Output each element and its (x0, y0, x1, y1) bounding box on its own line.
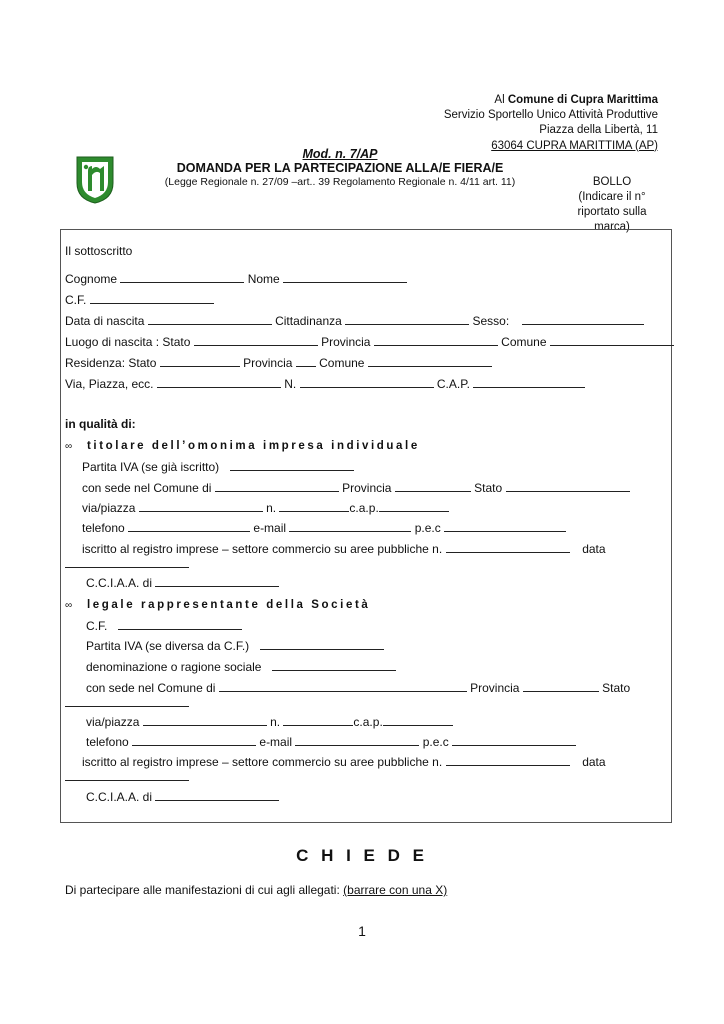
birth-row (65, 313, 644, 328)
form-title-block (120, 147, 560, 189)
sole-registry-field[interactable] (446, 541, 570, 553)
street-number-field[interactable] (300, 376, 434, 388)
form-title: DOMANDA PER LA PARTECIPAZIONE ALLA/E FIERA/E (176, 161, 504, 175)
marche-region-logo (74, 153, 116, 205)
street-number-label: N. (284, 377, 297, 391)
residence-province-field[interactable] (296, 355, 316, 367)
sole-cciaa-field[interactable] (155, 575, 279, 587)
birth-date-label: Data di nascita (65, 314, 145, 328)
surname-label: Cognome (65, 272, 118, 286)
company-registry-date-label: data (582, 755, 606, 769)
company-tax-code-field[interactable] (118, 618, 242, 630)
sole-seat-label: con sede nel Comune di (82, 481, 212, 495)
company-state-label: Stato (602, 681, 631, 695)
company-number-field[interactable] (283, 714, 353, 726)
sole-postcode-label: c.a.p. (349, 501, 379, 515)
residence-state-field[interactable] (160, 355, 240, 367)
company-street-field[interactable] (143, 714, 267, 726)
sole-vat-row (82, 459, 354, 474)
company-name-row (86, 659, 396, 674)
tax-code-label: C.F. (65, 293, 87, 307)
company-registry-date-field[interactable] (65, 769, 189, 781)
sex-field[interactable] (522, 313, 644, 325)
address-row (65, 376, 585, 391)
recipient-city: 63064 CUPRA MARITTIMA (AP) (491, 139, 658, 152)
company-street-row (86, 714, 453, 729)
request-heading-text: C H I E D E (296, 846, 428, 865)
postcode-label: C.A.P. (436, 377, 471, 391)
company-postcode-label: c.a.p. (353, 715, 383, 729)
tax-code-row (65, 292, 214, 307)
company-vat-label: Partita IVA (se diversa da C.F.) (86, 639, 250, 653)
company-cciaa-row (86, 789, 279, 804)
option-sole-proprietor[interactable] (65, 438, 420, 454)
company-registry-row (82, 754, 606, 769)
sole-state-label: Stato (474, 481, 503, 495)
capacity-heading: in qualità di: (65, 417, 136, 431)
company-cciaa-field[interactable] (155, 789, 279, 801)
residence-municipality-label: Comune (319, 356, 365, 370)
option-legal-representative-label: legale rappresentante della Società (87, 599, 371, 611)
company-seat-label: con sede nel Comune di (86, 681, 216, 695)
company-seat-field[interactable] (219, 680, 467, 692)
street-field[interactable] (157, 376, 281, 388)
stamp-note-line: marca) (594, 221, 630, 233)
sole-registry-date-label: data (582, 542, 606, 556)
company-registry-date-row (65, 769, 189, 784)
sole-registry-date-field[interactable] (65, 556, 189, 568)
recipient-street: Piazza della Libertà, 11 (539, 124, 658, 137)
sole-postcode-field[interactable] (379, 500, 449, 512)
company-postcode-field[interactable] (383, 714, 453, 726)
sole-street-field[interactable] (139, 500, 263, 512)
company-registry-field[interactable] (446, 754, 570, 766)
firstname-label: Nome (247, 272, 280, 286)
participation-text: Di partecipare alle manifestazioni di cui agli allegati: (65, 883, 340, 897)
sole-contact-row (82, 520, 566, 535)
residence-province-label: Provincia (243, 356, 293, 370)
citizenship-field[interactable] (345, 313, 469, 325)
birth-date-field[interactable] (148, 313, 272, 325)
bullet-icon: ∞ (65, 441, 73, 452)
sole-pec-label: p.e.c (414, 521, 441, 535)
sole-registry-label: iscritto al registro imprese – settore commercio su aree pubbliche n. (82, 542, 443, 556)
postcode-field[interactable] (473, 376, 585, 388)
birthplace-state-label: Luogo di nascita : Stato (65, 335, 191, 349)
company-state-row (65, 695, 189, 710)
stamp-note-line: (Indicare il n° (578, 191, 646, 203)
birthplace-province-label: Provincia (321, 335, 371, 349)
sole-seat-field[interactable] (215, 480, 339, 492)
sole-number-field[interactable] (279, 500, 349, 512)
stamp-label: BOLLO (592, 176, 632, 188)
participation-statement (65, 883, 447, 897)
sole-state-field[interactable] (506, 480, 630, 492)
company-email-label: e-mail (259, 735, 293, 749)
company-vat-field[interactable] (260, 638, 384, 650)
street-label: Via, Piazza, ecc. (65, 377, 154, 391)
sole-street-row (82, 500, 449, 515)
birthplace-row (65, 334, 674, 349)
company-number-label: n. (270, 715, 281, 729)
sole-vat-label: Partita IVA (se già iscritto) (82, 460, 220, 474)
sole-phone-field[interactable] (128, 520, 250, 532)
surname-field[interactable] (120, 271, 244, 283)
company-street-label: via/piazza (86, 715, 140, 729)
participation-note: (barrare con una X) (343, 883, 448, 897)
company-phone-label: telefono (86, 735, 129, 749)
company-name-field[interactable] (272, 659, 396, 671)
stamp-note-line: riportato sulla (577, 206, 647, 218)
company-tax-code-row (86, 618, 242, 633)
sole-email-label: e-mail (253, 521, 287, 535)
name-row (65, 271, 407, 286)
company-seat-row (86, 680, 630, 695)
company-pec-label: p.e.c (422, 735, 449, 749)
stamp-note (566, 175, 658, 235)
residence-state-label: Residenza: Stato (65, 356, 157, 370)
sole-province-field[interactable] (395, 480, 471, 492)
tax-code-field[interactable] (90, 292, 214, 304)
company-cciaa-label: C.C.I.A.A. di (86, 790, 153, 804)
recipient-prefix: Al (494, 94, 505, 106)
company-email-field[interactable] (295, 734, 419, 746)
recipient-name: Comune di Cupra Marittima (507, 94, 658, 106)
company-tax-code-label: C.F. (86, 619, 108, 633)
recipient-address (444, 93, 658, 154)
birthplace-municipality-label: Comune (501, 335, 547, 349)
sex-label: Sesso: (472, 314, 510, 328)
page-number: 1 (358, 923, 366, 939)
sole-phone-label: telefono (82, 521, 125, 535)
birthplace-state-field[interactable] (194, 334, 318, 346)
firstname-field[interactable] (283, 271, 407, 283)
company-contact-row (86, 734, 576, 749)
form-model-number: Mod. n. 7/AP (302, 147, 378, 161)
sole-number-label: n. (266, 501, 277, 515)
company-province-field[interactable] (523, 680, 599, 692)
birthplace-province-field[interactable] (374, 334, 498, 346)
sole-vat-field[interactable] (230, 459, 354, 471)
option-sole-proprietor-label: titolare dell’omonima impresa individuale (87, 440, 420, 452)
citizenship-label: Cittadinanza (275, 314, 342, 328)
company-province-label: Provincia (470, 681, 520, 695)
residence-municipality-field[interactable] (368, 355, 492, 367)
bullet-icon: ∞ (65, 600, 73, 611)
recipient-office: Servizio Sportello Unico Attività Produttive (443, 109, 658, 122)
company-registry-label: iscritto al registro imprese – settore commercio su aree pubbliche n. (82, 755, 443, 769)
birthplace-municipality-field[interactable] (550, 334, 674, 346)
option-legal-representative[interactable] (65, 597, 370, 613)
sole-province-label: Provincia (342, 481, 392, 495)
company-name-label: denominazione o ragione sociale (86, 660, 262, 674)
undersigned-label: Il sottoscritto (65, 244, 133, 258)
sole-seat-row (82, 480, 630, 495)
sole-registry-row (82, 541, 606, 556)
legal-reference: (Legge Regionale n. 27/09 –art.. 39 Regolamento Regionale n. 4/11 art. 11) (164, 176, 516, 188)
residence-row (65, 355, 492, 370)
sole-pec-field[interactable] (444, 520, 566, 532)
company-phone-field[interactable] (132, 734, 256, 746)
sole-email-field[interactable] (289, 520, 411, 532)
sole-street-label: via/piazza (82, 501, 136, 515)
sole-cciaa-row (86, 575, 279, 590)
sole-registry-date-row (65, 556, 189, 571)
sole-cciaa-label: C.C.I.A.A. di (86, 576, 153, 590)
company-vat-row (86, 638, 384, 653)
company-pec-field[interactable] (452, 734, 576, 746)
request-heading (0, 846, 724, 866)
company-state-field[interactable] (65, 695, 189, 707)
